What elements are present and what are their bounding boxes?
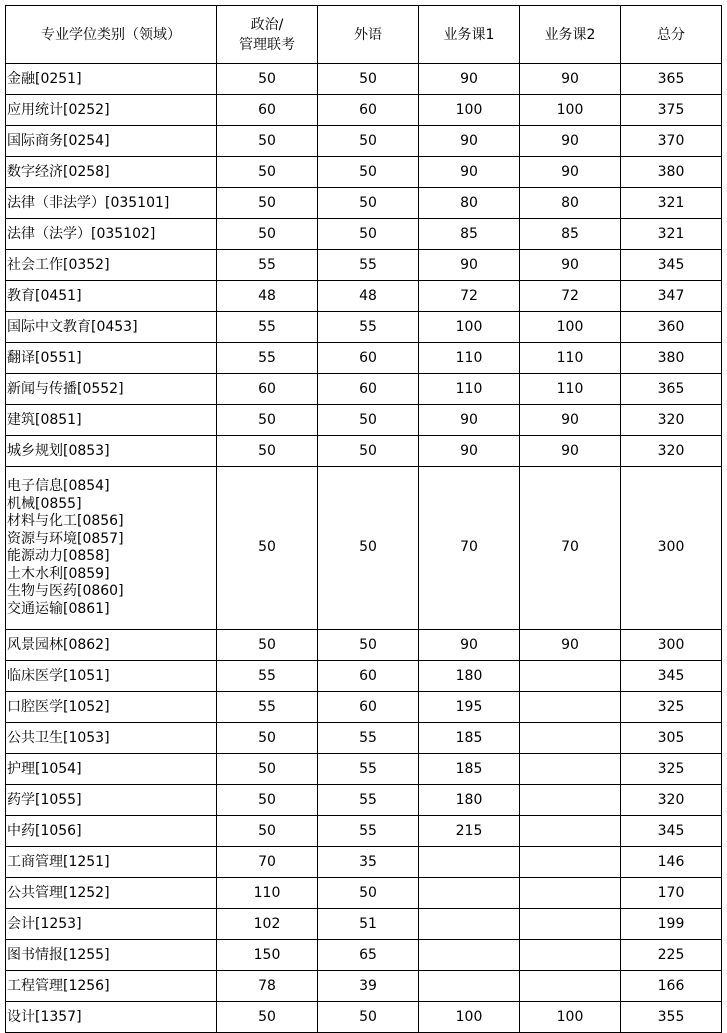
- table-row: [6, 219, 722, 250]
- course-2-score: 90: [520, 405, 621, 436]
- total-score: 365: [621, 64, 722, 95]
- politics-score: 50: [217, 157, 318, 188]
- category-cell: [6, 95, 217, 126]
- category-cell: [6, 661, 217, 692]
- category-name: 翻译[0551]: [7, 350, 82, 366]
- foreign-language-score: 50: [318, 467, 419, 630]
- course-1-score: 90: [419, 405, 520, 436]
- foreign-language-score: 39: [318, 971, 419, 1002]
- category-name: 工程管理[1256]: [7, 978, 110, 994]
- course-2-score: [520, 847, 621, 878]
- category-cell: [6, 785, 217, 816]
- politics-score: 50: [217, 64, 318, 95]
- category-name: 材料与化工[0856]: [7, 513, 124, 529]
- foreign-language-score: 55: [318, 754, 419, 785]
- score-table: [5, 5, 722, 1033]
- table-row: [6, 467, 722, 630]
- table-row: [6, 126, 722, 157]
- header-politics-line: 管理联考: [239, 36, 295, 53]
- category-name: 社会工作[0352]: [7, 257, 110, 273]
- category-name: 法律（非法学）[035101]: [7, 195, 170, 211]
- politics-score: 50: [217, 436, 318, 467]
- foreign-language-score: 60: [318, 692, 419, 723]
- foreign-language-score: 50: [318, 630, 419, 661]
- category-cell: [6, 630, 217, 661]
- table-row: [6, 816, 722, 847]
- course-1-score: 90: [419, 157, 520, 188]
- category-name: 护理[1054]: [7, 761, 82, 777]
- course-2-score: [520, 785, 621, 816]
- course-2-score: [520, 661, 621, 692]
- category-name: 公共管理[1252]: [7, 885, 110, 901]
- course-2-score: [520, 723, 621, 754]
- course-2-score: 110: [520, 343, 621, 374]
- foreign-language-score: 35: [318, 847, 419, 878]
- total-score: 320: [621, 436, 722, 467]
- course-1-score: 185: [419, 723, 520, 754]
- category-name: 国际中文教育[0453]: [7, 319, 138, 335]
- course-1-score: 90: [419, 126, 520, 157]
- total-score: 347: [621, 281, 722, 312]
- category-name: 数字经济[0258]: [7, 164, 110, 180]
- politics-score: 110: [217, 878, 318, 909]
- politics-score: 78: [217, 971, 318, 1002]
- total-score: 345: [621, 250, 722, 281]
- foreign-language-score: 50: [318, 1002, 419, 1033]
- total-score: 380: [621, 343, 722, 374]
- foreign-language-score: 65: [318, 940, 419, 971]
- total-score: 325: [621, 692, 722, 723]
- course-1-score: 185: [419, 754, 520, 785]
- foreign-language-score: 50: [318, 64, 419, 95]
- politics-score: 102: [217, 909, 318, 940]
- politics-score: 55: [217, 312, 318, 343]
- course-1-score: 110: [419, 374, 520, 405]
- course-1-score: 90: [419, 436, 520, 467]
- table-row: [6, 630, 722, 661]
- category-name: 土木水利[0859]: [7, 565, 110, 582]
- category-cell: [6, 126, 217, 157]
- course-2-score: 100: [520, 1002, 621, 1033]
- foreign-language-score: 60: [318, 343, 419, 374]
- table-row: [6, 374, 722, 405]
- category-name: 设计[1357]: [7, 1009, 82, 1025]
- course-2-score: 90: [520, 250, 621, 281]
- course-1-score: 195: [419, 692, 520, 723]
- category-name: 会计[1253]: [7, 916, 82, 932]
- category-name: 图书情报[1255]: [7, 947, 110, 963]
- table-row: [6, 971, 722, 1002]
- course-1-score: 85: [419, 219, 520, 250]
- course-2-score: 80: [520, 188, 621, 219]
- total-score: 380: [621, 157, 722, 188]
- category-name: 生物与医药[0860]: [7, 583, 124, 599]
- category-name: 临床医学[1051]: [7, 668, 110, 684]
- category-cell: [6, 188, 217, 219]
- course-2-score: [520, 909, 621, 940]
- course-1-score: [419, 909, 520, 940]
- category-cell: [6, 64, 217, 95]
- politics-score: 55: [217, 661, 318, 692]
- table-row: [6, 847, 722, 878]
- category-cell: [6, 909, 217, 940]
- course-2-score: 90: [520, 630, 621, 661]
- course-1-score: 72: [419, 281, 520, 312]
- course-1-score: 70: [419, 467, 520, 630]
- course-1-score: [419, 878, 520, 909]
- foreign-language-score: 50: [318, 219, 419, 250]
- category-cell: [6, 723, 217, 754]
- course-2-score: [520, 816, 621, 847]
- table-row: [6, 661, 722, 692]
- category-cell: [6, 692, 217, 723]
- table-row: [6, 436, 722, 467]
- category-name: 城乡规划[0853]: [7, 443, 110, 459]
- table-row: [6, 785, 722, 816]
- table-row: [6, 188, 722, 219]
- course-1-score: 180: [419, 661, 520, 692]
- category-cell: [6, 343, 217, 374]
- table-row: [6, 405, 722, 436]
- category-name: 新闻与传播[0552]: [7, 381, 124, 397]
- course-1-score: [419, 940, 520, 971]
- header-course-2: 业务课2: [520, 6, 621, 64]
- politics-score: 150: [217, 940, 318, 971]
- category-cell: [6, 250, 217, 281]
- category-name: 机械[0855]: [7, 495, 82, 512]
- table-row: [6, 940, 722, 971]
- table-row: [6, 64, 722, 95]
- category-name: 能源动力[0858]: [7, 548, 110, 564]
- course-2-score: 110: [520, 374, 621, 405]
- course-2-score: [520, 692, 621, 723]
- total-score: 345: [621, 816, 722, 847]
- politics-score: 60: [217, 95, 318, 126]
- course-2-score: [520, 754, 621, 785]
- category-cell: [6, 281, 217, 312]
- politics-score: 50: [217, 754, 318, 785]
- foreign-language-score: 50: [318, 878, 419, 909]
- table-row: [6, 281, 722, 312]
- course-2-score: 90: [520, 436, 621, 467]
- total-score: 199: [621, 909, 722, 940]
- course-2-score: 100: [520, 312, 621, 343]
- total-score: 360: [621, 312, 722, 343]
- category-cell: [6, 816, 217, 847]
- course-1-score: 110: [419, 343, 520, 374]
- politics-score: 50: [217, 219, 318, 250]
- foreign-language-score: 60: [318, 661, 419, 692]
- table-row: [6, 692, 722, 723]
- total-score: 146: [621, 847, 722, 878]
- course-2-score: 90: [520, 157, 621, 188]
- course-1-score: 90: [419, 630, 520, 661]
- course-1-score: 100: [419, 1002, 520, 1033]
- category-name: 建筑[0851]: [7, 412, 82, 428]
- course-2-score: 85: [520, 219, 621, 250]
- foreign-language-score: 55: [318, 723, 419, 754]
- total-score: 321: [621, 188, 722, 219]
- category-name: 公共卫生[1053]: [7, 730, 110, 746]
- category-cell: [6, 878, 217, 909]
- table-body: [6, 64, 722, 1033]
- foreign-language-score: 50: [318, 188, 419, 219]
- category-name: 中药[1056]: [7, 823, 82, 839]
- category-cell: [6, 219, 217, 250]
- foreign-language-score: 50: [318, 436, 419, 467]
- total-score: 370: [621, 126, 722, 157]
- total-score: 320: [621, 785, 722, 816]
- category-name: 法律（法学）[035102]: [7, 226, 156, 242]
- foreign-language-score: 51: [318, 909, 419, 940]
- course-1-score: 90: [419, 250, 520, 281]
- category-cell: [6, 754, 217, 785]
- category-name: 资源与环境[0857]: [7, 530, 124, 547]
- politics-score: 50: [217, 467, 318, 630]
- politics-score: 50: [217, 405, 318, 436]
- table-row: [6, 157, 722, 188]
- table-row: [6, 312, 722, 343]
- header-politics-line: 政治/: [250, 16, 284, 33]
- total-score: 170: [621, 878, 722, 909]
- total-score: 300: [621, 467, 722, 630]
- politics-score: 50: [217, 816, 318, 847]
- foreign-language-score: 55: [318, 785, 419, 816]
- course-2-score: 70: [520, 467, 621, 630]
- politics-score: 50: [217, 1002, 318, 1033]
- category-name: 电子信息[0854]: [7, 478, 110, 494]
- category-name: 口腔医学[1052]: [7, 699, 110, 715]
- table-row: [6, 343, 722, 374]
- course-1-score: 100: [419, 95, 520, 126]
- header-total: 总分: [621, 6, 722, 64]
- header-category: 专业学位类别（领域）: [6, 6, 217, 64]
- course-1-score: 215: [419, 816, 520, 847]
- politics-score: 48: [217, 281, 318, 312]
- politics-score: 60: [217, 374, 318, 405]
- category-cell: [6, 467, 217, 630]
- course-2-score: [520, 971, 621, 1002]
- politics-score: 55: [217, 343, 318, 374]
- total-score: 305: [621, 723, 722, 754]
- course-1-score: 180: [419, 785, 520, 816]
- course-1-score: 80: [419, 188, 520, 219]
- foreign-language-score: 48: [318, 281, 419, 312]
- table-row: [6, 878, 722, 909]
- politics-score: 55: [217, 250, 318, 281]
- course-2-score: 90: [520, 126, 621, 157]
- foreign-language-score: 60: [318, 374, 419, 405]
- course-1-score: [419, 847, 520, 878]
- course-1-score: 90: [419, 64, 520, 95]
- table-row: [6, 250, 722, 281]
- total-score: 325: [621, 754, 722, 785]
- course-2-score: 100: [520, 95, 621, 126]
- category-name: 风景园林[0862]: [7, 637, 110, 653]
- category-name: 应用统计[0252]: [7, 102, 110, 118]
- politics-score: 50: [217, 785, 318, 816]
- course-1-score: [419, 971, 520, 1002]
- foreign-language-score: 50: [318, 157, 419, 188]
- total-score: 300: [621, 630, 722, 661]
- course-1-score: 100: [419, 312, 520, 343]
- course-2-score: [520, 940, 621, 971]
- category-cell: [6, 374, 217, 405]
- category-name: 交通运输[0861]: [7, 600, 110, 617]
- course-2-score: [520, 878, 621, 909]
- total-score: 375: [621, 95, 722, 126]
- table-row: [6, 95, 722, 126]
- politics-score: 50: [217, 126, 318, 157]
- foreign-language-score: 50: [318, 126, 419, 157]
- table-row: [6, 909, 722, 940]
- course-2-score: 72: [520, 281, 621, 312]
- category-cell: [6, 312, 217, 343]
- category-cell: [6, 405, 217, 436]
- category-cell: [6, 157, 217, 188]
- politics-score: 50: [217, 723, 318, 754]
- category-name: 工商管理[1251]: [7, 854, 110, 870]
- politics-score: 50: [217, 188, 318, 219]
- course-2-score: 90: [520, 64, 621, 95]
- politics-score: 55: [217, 692, 318, 723]
- foreign-language-score: 55: [318, 312, 419, 343]
- header-foreign-language: 外语: [318, 6, 419, 64]
- foreign-language-score: 50: [318, 405, 419, 436]
- category-name: 教育[0451]: [7, 288, 82, 304]
- category-cell: [6, 1002, 217, 1033]
- table-row: [6, 1002, 722, 1033]
- category-cell: [6, 971, 217, 1002]
- politics-score: 70: [217, 847, 318, 878]
- table-row: [6, 754, 722, 785]
- foreign-language-score: 55: [318, 816, 419, 847]
- total-score: 320: [621, 405, 722, 436]
- category-name: 药学[1055]: [7, 792, 82, 808]
- foreign-language-score: 55: [318, 250, 419, 281]
- header-row: [6, 6, 722, 64]
- category-cell: [6, 436, 217, 467]
- header-course-1: 业务课1: [419, 6, 520, 64]
- total-score: 345: [621, 661, 722, 692]
- category-cell: [6, 847, 217, 878]
- category-name: 国际商务[0254]: [7, 133, 110, 149]
- total-score: 355: [621, 1002, 722, 1033]
- politics-score: 50: [217, 630, 318, 661]
- header-politics-text: [217, 15, 317, 55]
- total-score: 225: [621, 940, 722, 971]
- category-name: 金融[0251]: [7, 71, 82, 87]
- total-score: 365: [621, 374, 722, 405]
- category-cell: [6, 940, 217, 971]
- header-politics: [217, 6, 318, 64]
- foreign-language-score: 60: [318, 95, 419, 126]
- total-score: 166: [621, 971, 722, 1002]
- total-score: 321: [621, 219, 722, 250]
- table-row: [6, 723, 722, 754]
